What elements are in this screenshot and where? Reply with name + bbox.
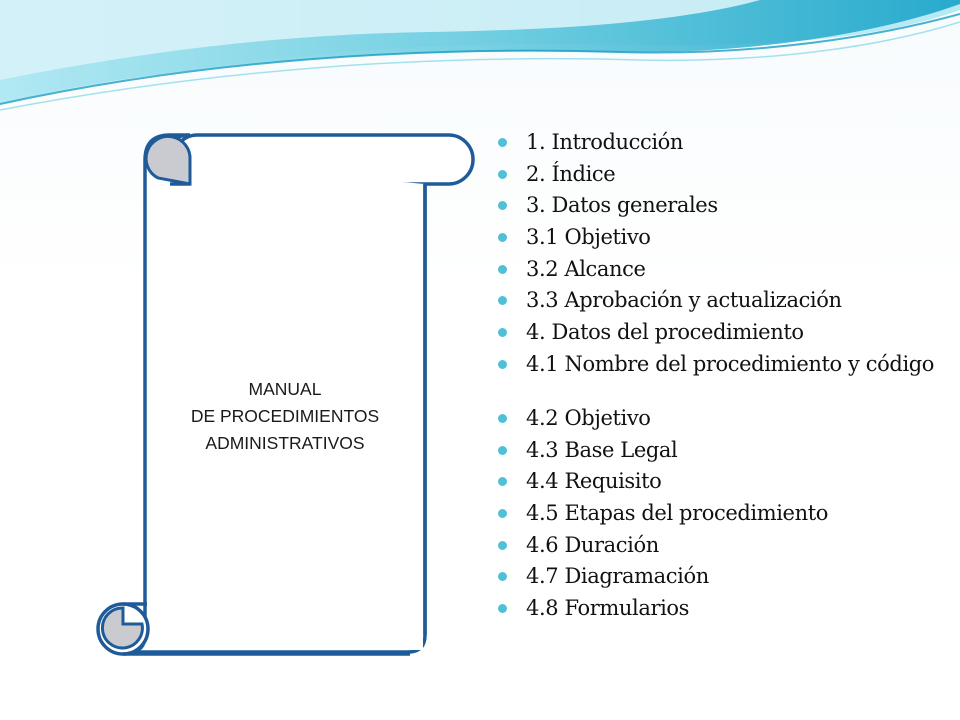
bullet-icon — [498, 446, 507, 455]
bullet-icon — [498, 572, 507, 581]
list-item-label: 3.2 Alcance — [526, 256, 646, 281]
scroll-title-line-1: MANUAL — [248, 379, 322, 399]
list-item — [498, 253, 938, 285]
list-item-label: 4.7 Diagramación — [526, 564, 709, 589]
list-item-label: 4.3 Base Legal — [526, 437, 678, 462]
list-item-label: 2. Índice — [526, 161, 616, 186]
list-item-label: 4.1 Nombre del procedimiento y código — [526, 351, 935, 376]
bullet-icon — [498, 138, 507, 147]
bullet-icon — [498, 541, 507, 550]
header-wave-decoration — [0, 0, 960, 120]
list-item — [498, 284, 938, 316]
list-item — [498, 221, 938, 253]
list-item — [498, 434, 938, 466]
bullet-icon — [498, 360, 507, 369]
list-item-label: 4. Datos del procedimiento — [526, 320, 804, 345]
list-item-label: 4.5 Etapas del procedimiento — [526, 500, 828, 525]
bullet-icon — [498, 477, 507, 486]
list-item — [498, 465, 938, 497]
list-item-label: 1. Introducción — [526, 130, 684, 154]
list-item — [498, 497, 938, 529]
list-item — [498, 529, 938, 561]
bullet-icon — [498, 328, 507, 337]
list-item-label: 3.3 Aprobación y actualización — [526, 288, 842, 313]
bullet-icon — [498, 509, 507, 518]
scroll-title — [145, 376, 425, 457]
bullet-icon — [498, 170, 507, 179]
list-item — [498, 348, 938, 402]
bullet-icon — [498, 233, 507, 242]
list-item — [498, 158, 938, 190]
bullet-icon — [498, 296, 507, 305]
list-item-label: 3. Datos generales — [526, 193, 718, 218]
bullet-icon — [498, 414, 507, 423]
bullet-icon — [498, 201, 507, 210]
scroll-title-line-2: DE PROCEDIMIENTOS — [190, 406, 380, 426]
bullet-icon — [498, 604, 507, 613]
bullet-icon — [498, 265, 507, 274]
list-item — [498, 316, 938, 348]
table-of-contents-list — [498, 126, 938, 624]
list-item — [498, 189, 938, 221]
list-item — [498, 592, 938, 624]
list-item-label: 4.2 Objetivo — [526, 405, 651, 430]
list-item — [498, 560, 938, 592]
list-item-label: 3.1 Objetivo — [526, 225, 651, 250]
scroll-title-line-3: ADMINISTRATIVOS — [205, 433, 365, 453]
list-item-label: 4.4 Requisito — [526, 469, 662, 494]
list-item — [498, 402, 938, 434]
list-item — [498, 126, 938, 158]
list-item-label: 4.8 Formularios — [526, 595, 690, 620]
list-item-label: 4.6 Duración — [526, 532, 659, 557]
